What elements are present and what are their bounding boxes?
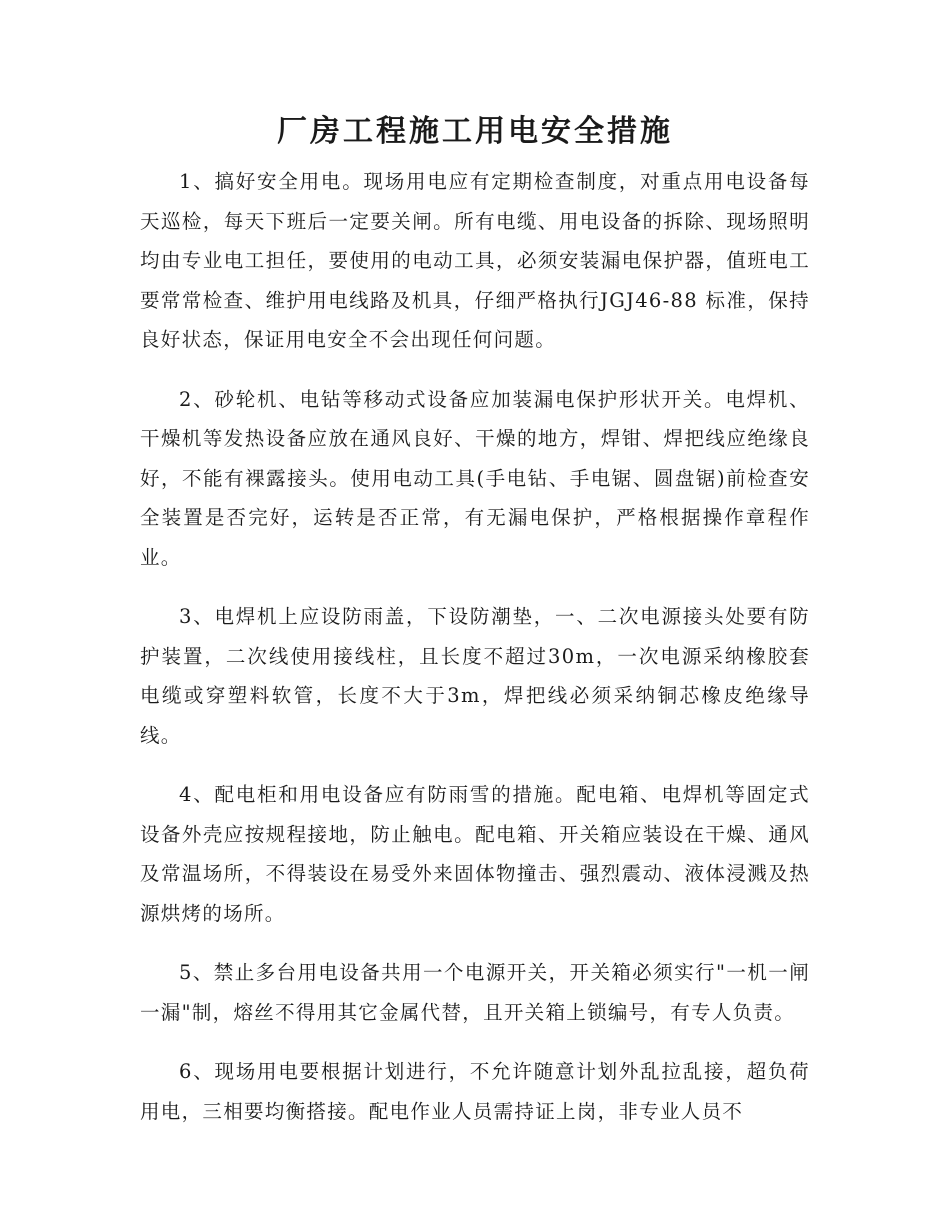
paragraph-6: 6、现场用电要根据计划进行，不允许随意计划外乱拉乱接，超负荷用电，三相要均衡搭接。配电作业人员需持证上岗，非专业人员不 <box>140 1060 810 1123</box>
paragraph-3: 3、电焊机上应设防雨盖，下设防潮垫，一、二次电源接头处要有防护装置，二次线使用接线柱，且长度不超过30m，一次电源采纳橡胶套电缆或穿塑料软管，长度不大于3m，焊把线必须采纳铜芯橡皮绝缘导线。 <box>140 605 810 747</box>
document-body <box>140 162 810 1151</box>
document-title: 厂房工程施工用电安全措施 <box>277 114 673 149</box>
paragraph-1: 1、搞好安全用电。现场用电应有定期检查制度，对重点用电设备每天巡检，每天下班后一定要关闸。所有电缆、用电设备的拆除、现场照明均由专业电工担任，要使用的电动工具，必须安装漏电保护器，值班电工要常常检查、维护用电线路及机具，仔细严格执行JGJ46-88 标准，保持良好状态，保证用电安全不会出现任何问题。 <box>140 170 810 351</box>
paragraph-5: 5、禁止多台用电设备共用一个电源开关，开关箱必须实行"一机一闸一漏"制，熔丝不得用其它金属代替，且开关箱上锁编号，有专人负责。 <box>140 961 810 1024</box>
paragraph-4: 4、配电柜和用电设备应有防雨雪的措施。配电箱、电焊机等固定式设备外壳应按规程接地，防止触电。配电箱、开关箱应装设在干燥、通风及常温场所，不得装设在易受外来固体物撞击、强烈震动、液体浸溅及热源烘烤的场所。 <box>140 783 810 925</box>
paragraph-2: 2、砂轮机、电钻等移动式设备应加装漏电保护形状开关。电焊机、干燥机等发热设备应放在通风良好、干燥的地方，焊钳、焊把线应绝缘良好，不能有裸露接头。使用电动工具(手电钻、手电锯、圆盘锯)前检查安全装置是否完好，运转是否正常，有无漏电保护，严格根据操作章程作业。 <box>140 387 810 569</box>
